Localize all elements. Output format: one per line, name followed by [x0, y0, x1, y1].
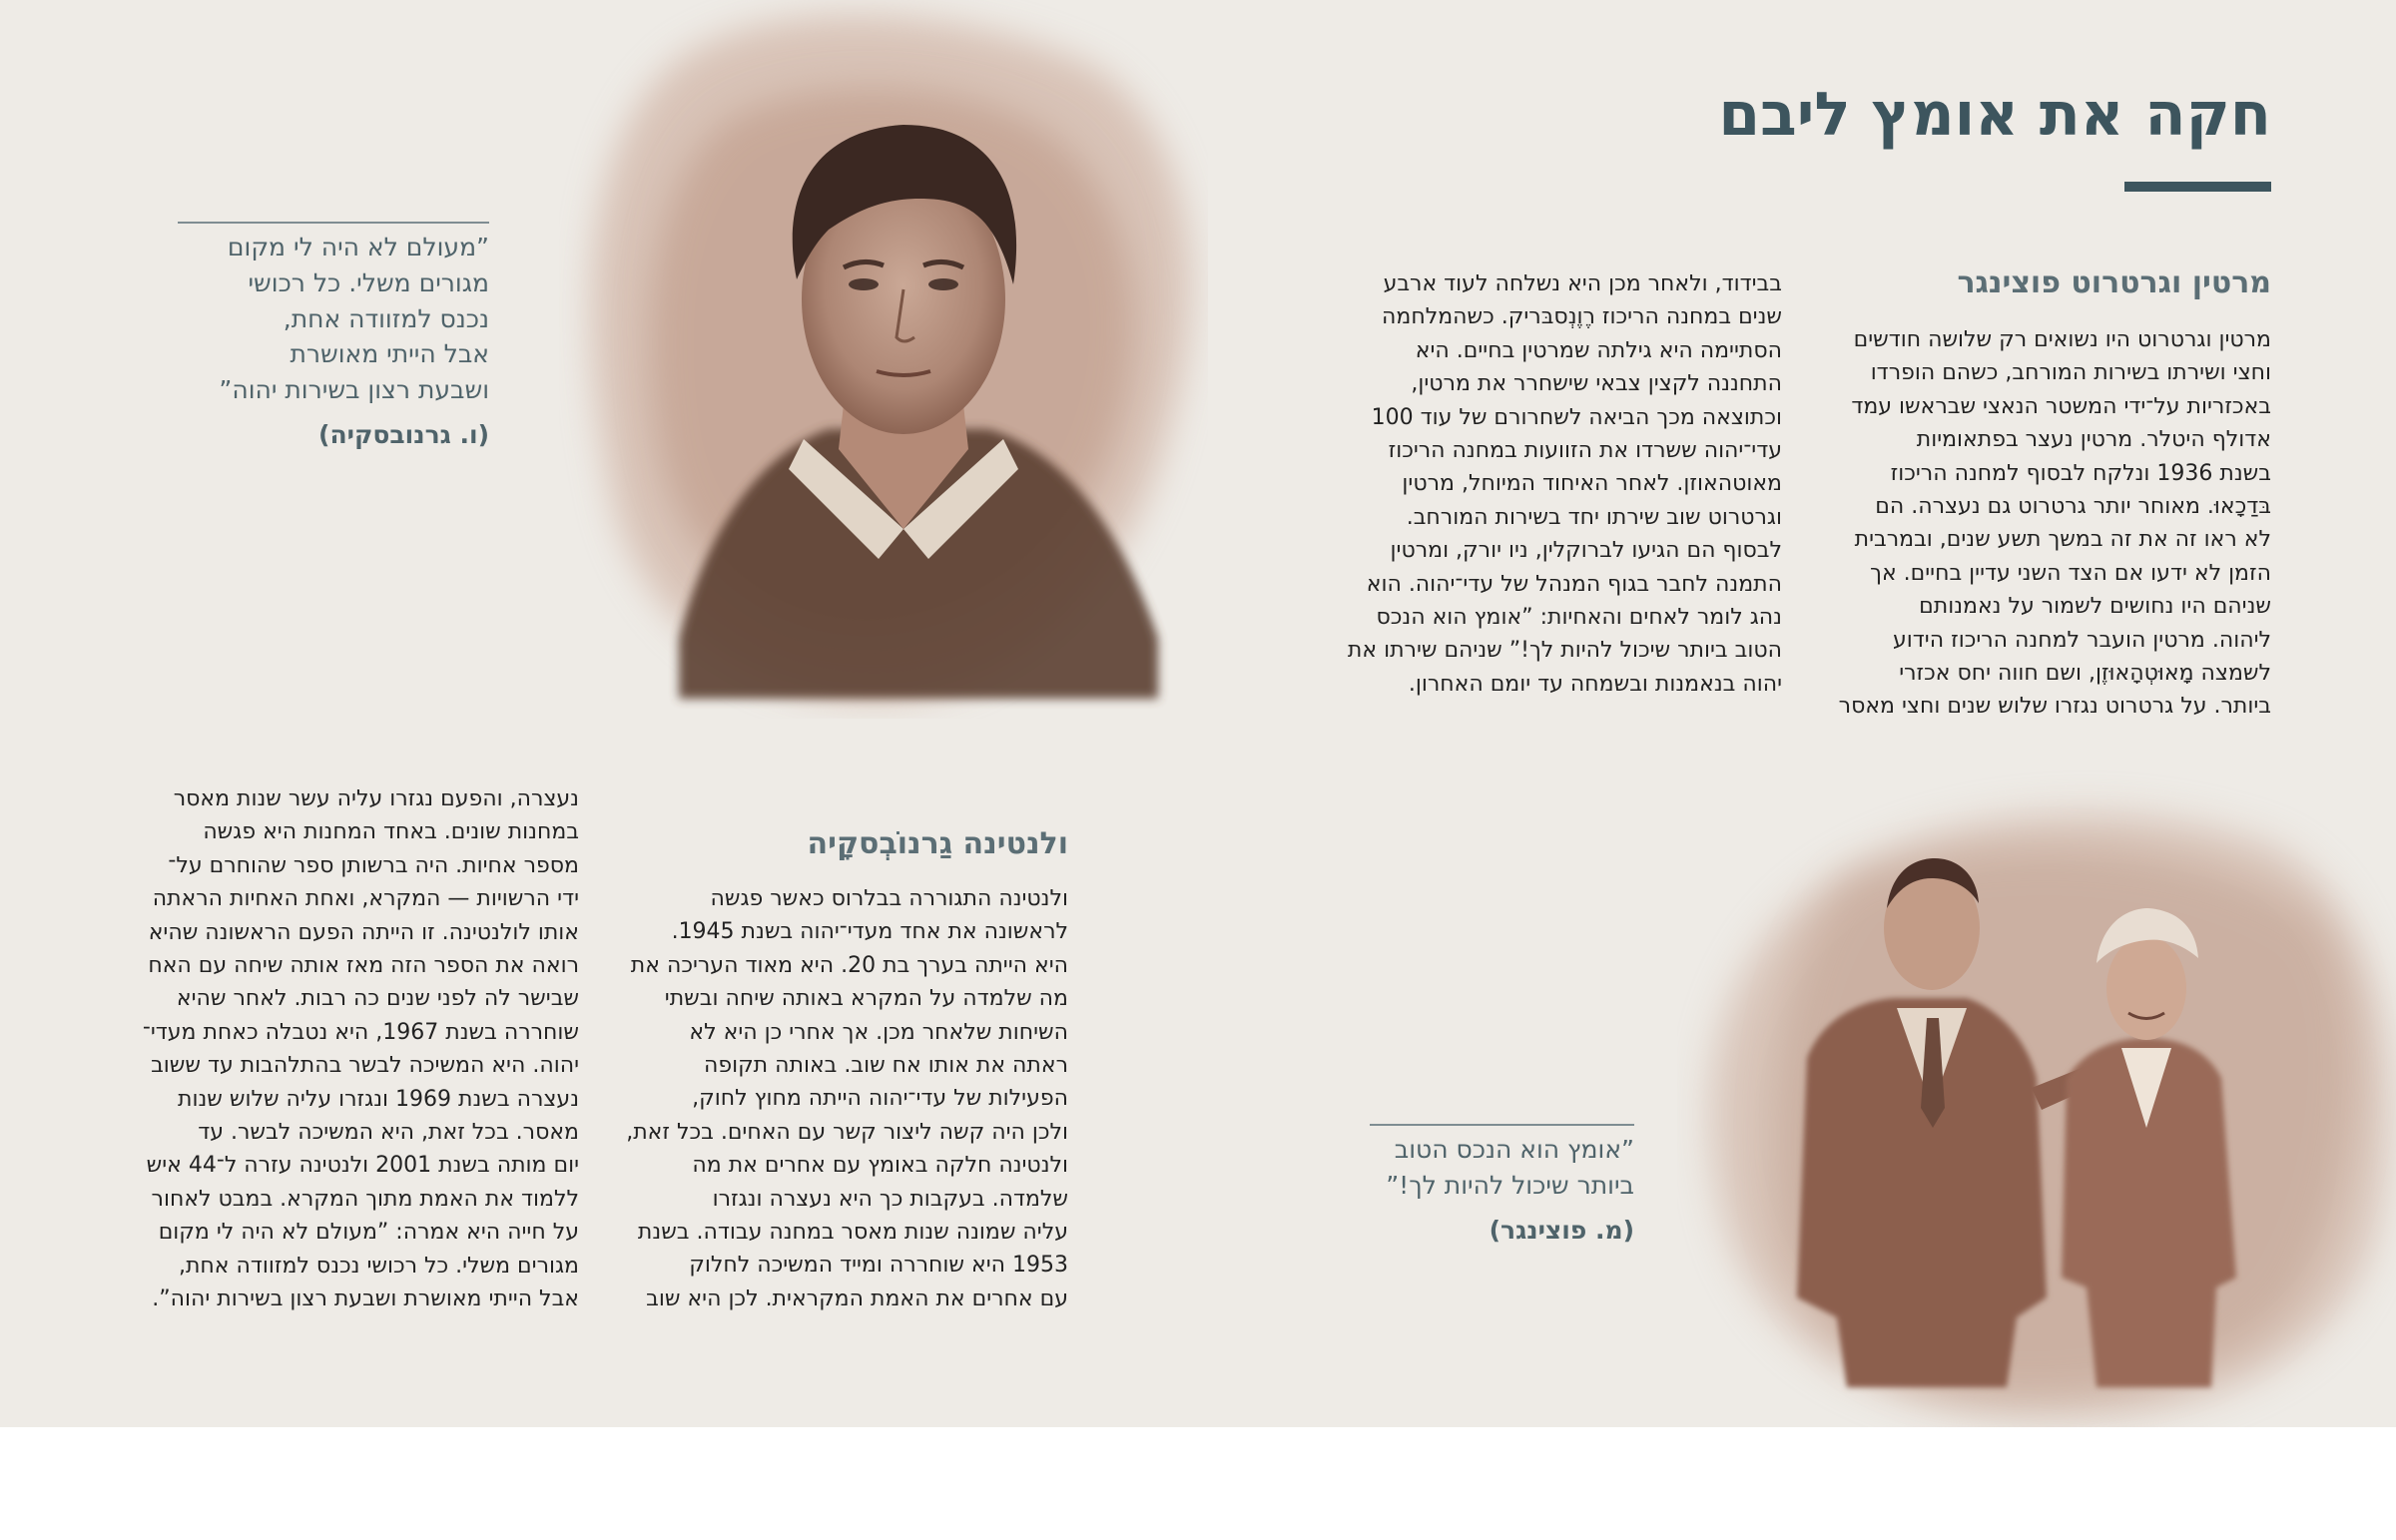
- text-line: נהג לומר לאחים והאחיות: ”אומץ הוא הנכס: [1376, 605, 1782, 631]
- garnovskaya-text-column-2: [110, 782, 579, 1316]
- text-line: וגרטרוט שוב שירתו יחד בשירות המורחב.: [1406, 504, 1782, 530]
- page-title: חקה את אומץ ליבם: [1718, 80, 2271, 150]
- quote-line: ”מעולם לא היה לי מקום: [227, 233, 489, 261]
- quote-line: ביותר שיכול להיות לך!”: [1386, 1170, 1634, 1200]
- text-line: בּדַכָאוּ. מאוחר יותר גרטרוט גם נעצרה. הם: [1875, 494, 2271, 520]
- text-line: יום מותה בשנת 2001 ולנטינה עזרה ל־44 איש: [146, 1153, 579, 1179]
- text-line: לבסוף הם הגיעו לברוקלין, ניו יורק, ומרטין: [1390, 538, 1782, 564]
- title-underline: [2124, 182, 2271, 192]
- text-line: מגורים משלי. כל רכושי נכנס למזוודה אחת,: [178, 1253, 579, 1279]
- portrait-illustration-valentina: [559, 0, 1208, 719]
- quote-line: נכנס למזוודה אחת,: [283, 303, 489, 333]
- text-line: הסתיימה היא גילתה שמרטין בחיים. היא: [1415, 337, 1782, 363]
- quote-attribution: (ו. גרנובסקיה): [318, 419, 489, 449]
- text-line: לשמצה מָאוּטְהָאוּזֶן, ושם חווה יחס אכזרי: [1899, 661, 2271, 687]
- text-line: התמנה לחבר בגוף המנהל של עדי־יהוה. הוא: [1366, 571, 1782, 597]
- text-line: ביותר. על גרטרוט נגזרו שלוש שנים וחצי מאסר: [1838, 694, 2271, 720]
- text-line: התחננה לקצין צבאי שישחרר את מרטין,: [1411, 371, 1782, 397]
- text-line: נעצרה, והפעם נגזרו עליה עשר שנות מאסר: [173, 786, 579, 811]
- text-line: ידי הרשויות — המקרא, ואחת האחיות הראתה: [152, 886, 579, 912]
- text-line: בשנת 1936 ונלקח לבסוף למחנה הריכוז: [1890, 460, 2271, 486]
- text-line: הזמן לא ידעו אם הצד השני עדיין בחיים. אך: [1870, 560, 2271, 586]
- text-line: הפעילות של עדי־יהוה הייתה מחוץ לחוק,: [692, 1086, 1068, 1112]
- text-line: עליה שמונה שנות מאסר במחנה עבודה. בשנת: [637, 1220, 1068, 1246]
- text-line: מה שלמדה על המקרא באותה שיחה ובשתי: [664, 986, 1068, 1012]
- text-line: 1953 היא שוחררה ומייד המשיכה לחלוק: [689, 1253, 1068, 1279]
- potzinger-text-column-1: [1812, 323, 2271, 724]
- text-line: לא ראו זה את זה במשך תשע שנים, ובמרבית: [1854, 527, 2271, 553]
- text-line: אבל הייתי מאושרת ושבעת רצון בשירות יהוה”.: [152, 1286, 579, 1312]
- pull-quote-potzinger: [1370, 1124, 1634, 1245]
- text-line: וחצי ושירתו בשירות המורחב, כשהם הופרדו: [1870, 360, 2271, 386]
- quote-attribution: (מ. פוצינגר): [1489, 1215, 1634, 1245]
- quote-line: אבל הייתי מאושרת: [290, 339, 489, 369]
- text-line: שנים במחנה הריכוז רֶוֶנְסבּריק. כשהמלחמה: [1382, 304, 1782, 330]
- text-line: שלמדה. בעקבות כך היא נעצרה ונגזרו: [712, 1186, 1068, 1212]
- text-line: ולנטינה חלקה באומץ עם אחרים את מה: [692, 1153, 1068, 1179]
- quote-text: [1370, 1132, 1634, 1204]
- text-line: וכתוצאה מכך הביאה לשחרורם של עוד 100: [1371, 404, 1782, 430]
- text-line: היא הייתה בערך בת 20. היא מאוד העריכה את: [630, 952, 1068, 978]
- quote-line: ”אומץ הוא הנכס הטוב: [1394, 1135, 1634, 1164]
- text-line: שוחררה בשנת 1967, היא נטבלה כאחת מעדי־: [142, 1019, 579, 1045]
- couple-illustration-potzinger: [1677, 759, 2396, 1427]
- text-line: עם אחרים את האמת המקראית. לכן היא שוב: [646, 1285, 1068, 1311]
- text-line: רואה את הספר הזה מאז אותה שיחה עם האח: [148, 953, 579, 979]
- text-line: ראתה את אותו אח שוב. באותה תקופה: [703, 1053, 1068, 1079]
- text-line: בבידוד, ולאחר מכן היא נשלחה לעוד ארבע: [1383, 271, 1782, 296]
- section-heading-potzinger: מרטין וגרטרוט פוצינגר: [1957, 265, 2271, 300]
- text-line: ולכן היה קשה ליצור קשר עם האחים. בכל זאת,: [626, 1119, 1068, 1145]
- text-line: על חייה היא אמרה: ”מעולם לא היה לי מקום: [158, 1220, 579, 1246]
- text-line: עדי־יהוה ששרדו את הזוועות במחנה הריכוז: [1388, 438, 1782, 464]
- pull-quote-garnovskaya: [178, 222, 489, 449]
- garnovskaya-text-column-1: [599, 882, 1068, 1315]
- section-heading-garnovskaya: ולנטינה גַרנוֹבְסקָיה: [807, 826, 1068, 861]
- quote-divider: [1370, 1124, 1634, 1126]
- text-line: לראשונה את אחד מעדי־יהוה בשנת 1945.: [671, 919, 1068, 945]
- potzinger-text-column-2: [1323, 267, 1782, 701]
- quote-text: [178, 230, 489, 408]
- text-line: נעצרה בשנת 1969 ונגזרו עליה שלוש שנות: [178, 1086, 579, 1112]
- text-line: יהוה בנאמנות ובשמחה עד יומם האחרון.: [1408, 671, 1782, 697]
- text-line: מאסר. בכל זאת, היא המשיכה לבשר. עד: [198, 1120, 579, 1146]
- quote-divider: [178, 222, 489, 224]
- text-line: שבישר לה לפני שנים כה רבות. לאחר שהיא: [176, 986, 579, 1012]
- text-line: במחנות שונים. באחד המחנות היא פגשה: [203, 819, 579, 845]
- text-line: ולנטינה התגוררה בבלרוס כאשר פגשה: [710, 886, 1068, 911]
- text-line: ליהוה. מרטין הועבר למחנה הריכוז הידוע: [1893, 627, 2271, 653]
- text-line: אותו לולנטינה. זו הייתה הפעם הראשונה שהיא: [148, 919, 579, 945]
- text-line: ללמוד את האמת מתוך המקרא. במבט לאחור: [151, 1186, 579, 1212]
- text-line: יהוה. היא המשיכה לבשר בהתלהבות עד ששוב: [151, 1053, 579, 1079]
- text-line: באכזריות על־ידי המשטר הנאצי שבראשו עמד: [1851, 393, 2271, 419]
- quote-line: מגורים משלי. כל רכושי: [248, 267, 489, 297]
- text-line: אדולף היטלר. מרטין נעצר בפתאומיות: [1916, 427, 2271, 453]
- quote-line: ושבעת רצון בשירות יהוה”: [219, 375, 489, 405]
- text-line: השיחות שלאחר מכן. אך אחרי כן היא לא: [689, 1019, 1068, 1045]
- text-line: מאוטהאוזן. לאחר האיחוד המיוחל, מרטין: [1402, 471, 1782, 497]
- text-line: שניהם היו נחושים לשמור על נאמנותם: [1919, 594, 2271, 620]
- text-line: הטוב ביותר שיכול להיות לך!” שניהם שירתו את: [1347, 638, 1782, 664]
- text-line: מרטין וגרטרוט היו נשואים רק שלושה חודשים: [1853, 327, 2271, 352]
- text-line: מספר אחיות. היה ברשותן ספר שהוחרם על־: [168, 852, 579, 878]
